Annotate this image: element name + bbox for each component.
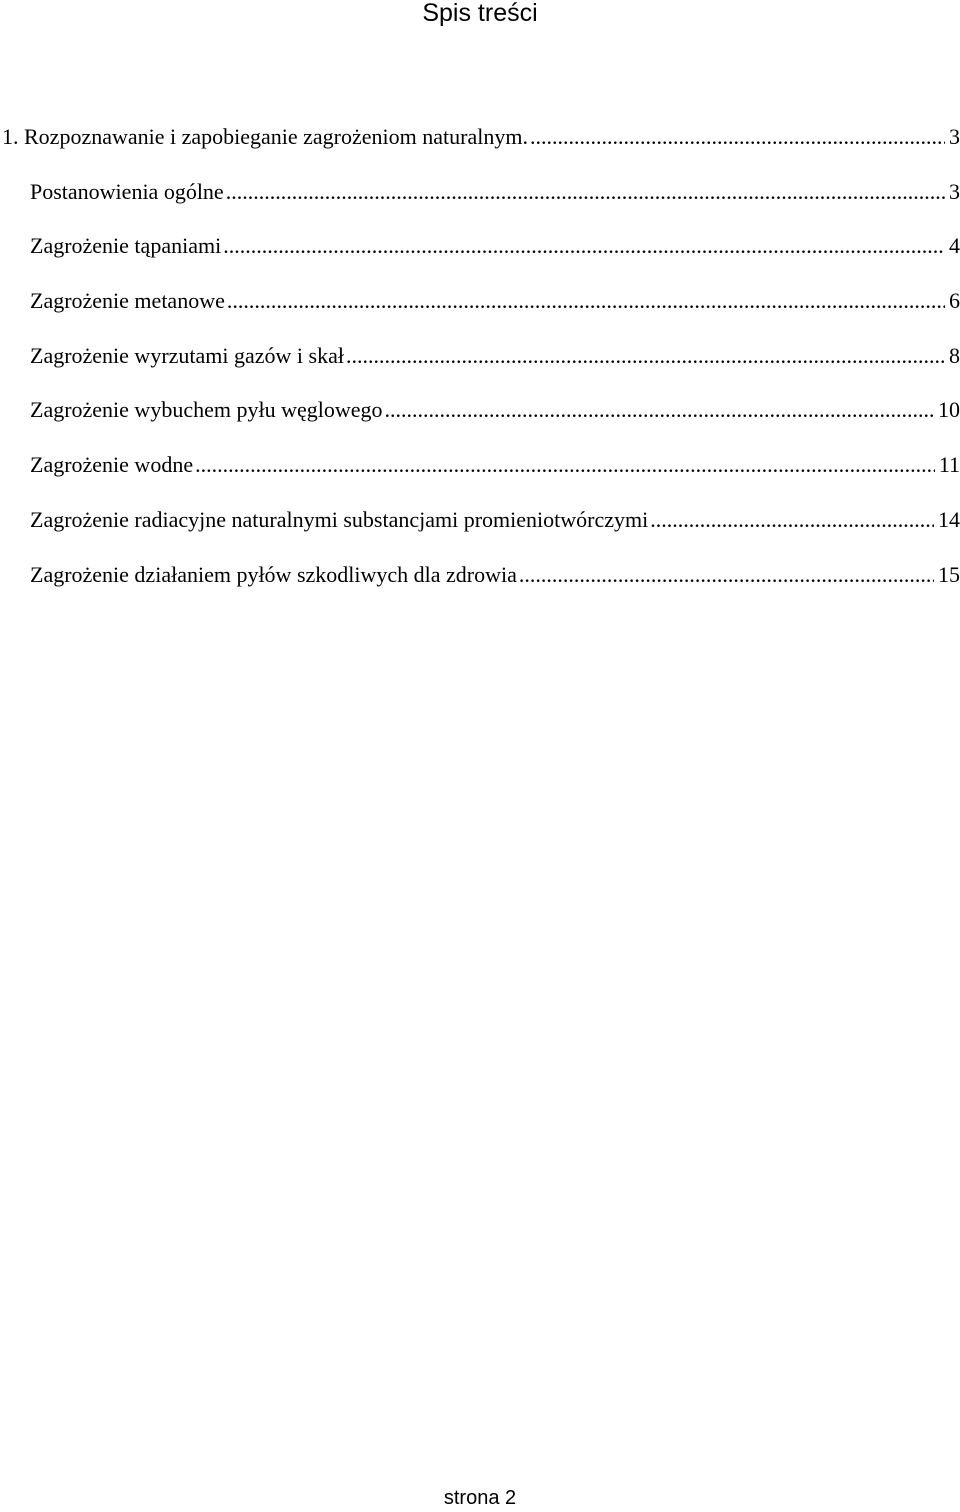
toc-entry-page: 6 bbox=[949, 288, 960, 314]
toc-entry-metanowe[interactable] bbox=[0, 285, 960, 340]
toc-entry-page: 10 bbox=[938, 397, 960, 423]
toc-entry-rozpoznawanie[interactable] bbox=[0, 121, 960, 176]
toc-entry-label: Zagrożenie metanowe bbox=[30, 288, 225, 314]
page-number-footer: strona 2 bbox=[443, 1487, 517, 1509]
toc-entry-wodne[interactable] bbox=[0, 449, 960, 504]
page-title: Spis treści bbox=[422, 0, 538, 27]
toc-entry-pyl-weglowy[interactable] bbox=[0, 394, 960, 449]
toc-entry-page: 3 bbox=[949, 178, 960, 204]
toc-dot-leader bbox=[227, 285, 945, 317]
toc-entry-label: Zagrożenie wybuchem pyłu węglowego bbox=[30, 397, 383, 423]
toc-entry-pyly-szkodliwe[interactable] bbox=[0, 559, 960, 614]
toc-dot-leader bbox=[385, 394, 935, 426]
toc-entry-label: Zagrożenie działaniem pyłów szkodliwych dla zdrowia bbox=[30, 561, 517, 587]
toc-dot-leader bbox=[226, 176, 945, 208]
toc-entry-page: 14 bbox=[938, 506, 960, 532]
toc-dot-leader bbox=[650, 504, 934, 536]
toc-dot-leader bbox=[530, 121, 945, 153]
toc-entry-label: Postanowienia ogólne bbox=[30, 178, 224, 204]
toc-dot-leader bbox=[223, 230, 945, 262]
toc-entry-label: Zagrożenie wodne bbox=[30, 452, 194, 478]
toc-entry-page: 4 bbox=[949, 233, 960, 259]
toc-dot-leader bbox=[519, 559, 934, 591]
toc-entry-wyrzuty[interactable] bbox=[0, 340, 960, 395]
toc-dot-leader bbox=[195, 449, 935, 481]
toc-entry-tapania[interactable] bbox=[0, 230, 960, 285]
toc-entry-radiacyjne[interactable] bbox=[0, 504, 960, 559]
toc-entry-label: Zagrożenie wyrzutami gazów i skał bbox=[30, 342, 344, 368]
toc-entry-page: 8 bbox=[949, 342, 960, 368]
toc-entry-page: 15 bbox=[938, 561, 960, 587]
toc-entry-label: Zagrożenie radiacyjne naturalnymi substancjami promieniotwórczymi bbox=[30, 506, 649, 532]
toc-entry-page: 3 bbox=[949, 124, 960, 149]
toc-entry-label: Zagrożenie tąpaniami bbox=[30, 233, 222, 259]
toc-entry-label: 1. Rozpoznawanie i zapobieganie zagrożeniom naturalnym. bbox=[2, 124, 528, 149]
toc-entry-postanowienia[interactable] bbox=[0, 176, 960, 231]
toc-entry-page: 11 bbox=[938, 452, 960, 478]
toc-dot-leader bbox=[346, 340, 945, 372]
table-of-contents bbox=[0, 121, 960, 613]
